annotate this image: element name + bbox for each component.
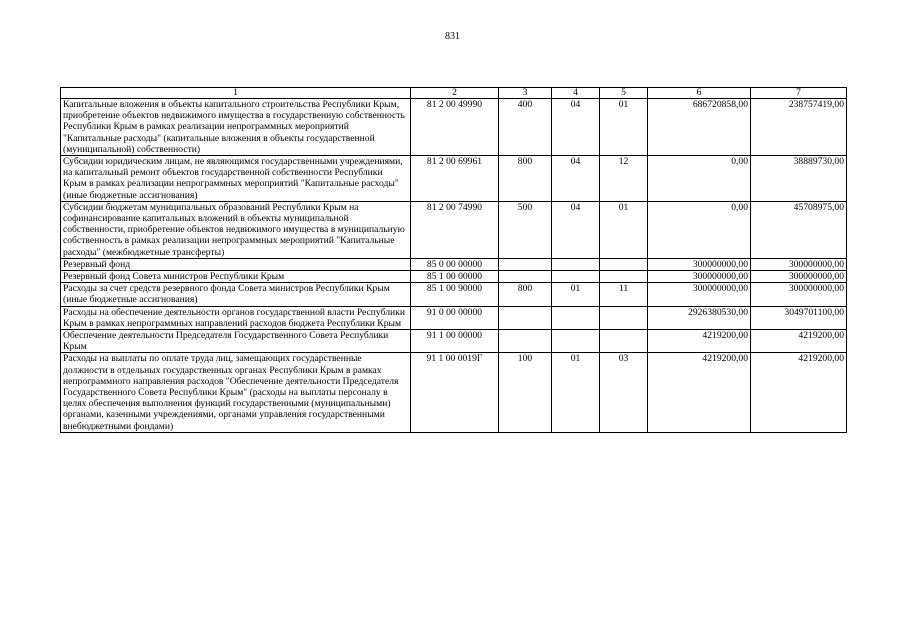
row-c3: 400	[499, 99, 552, 156]
row-c6: 300000000,00	[648, 283, 751, 306]
row-c7: 45708975,00	[751, 201, 847, 258]
row-c5	[600, 330, 648, 353]
row-c3	[499, 258, 552, 270]
column-number-row	[61, 88, 847, 99]
row-c4	[552, 271, 600, 283]
row-c5: 11	[600, 283, 648, 306]
page-number: 831	[445, 31, 460, 42]
row-name: Субсидии юридическим лицам, не являющимся государственными учреждениями, на капитальный ремонт объектов государственной собственности Республики Крым в рамках реализации непрограммных мероприятий "Капитальные расходы" (иные бюджетные ассигнования)	[61, 156, 411, 202]
row-name: Расходы на обеспечение деятельности органов государственной власти Республики Крым в рамках непрограммных направлений расходов бюджета Республики Крым	[61, 306, 411, 329]
row-c7: 38889730,00	[751, 156, 847, 202]
table-row	[61, 353, 847, 432]
table-row	[61, 283, 847, 306]
row-c4: 01	[552, 283, 600, 306]
table-row	[61, 156, 847, 202]
row-name: Резервный фонд	[61, 258, 411, 270]
table-row	[61, 330, 847, 353]
budget-table	[60, 87, 847, 433]
column-header: 1	[61, 88, 411, 99]
row-c4: 04	[552, 99, 600, 156]
table-row	[61, 271, 847, 283]
row-c4: 04	[552, 201, 600, 258]
column-header: 6	[648, 88, 751, 99]
row-c3	[499, 271, 552, 283]
row-c5: 01	[600, 99, 648, 156]
row-c7: 4219200,00	[751, 330, 847, 353]
table-row	[61, 99, 847, 156]
row-c7: 238757419,00	[751, 99, 847, 156]
row-code: 85 0 00 00000	[411, 258, 499, 270]
row-c6: 4219200,00	[648, 353, 751, 432]
table-row	[61, 306, 847, 329]
row-c3	[499, 330, 552, 353]
table-row	[61, 258, 847, 270]
row-name: Обеспечение деятельности Председателя Государственного Совета Республики Крым	[61, 330, 411, 353]
row-code: 81 2 00 74990	[411, 201, 499, 258]
row-name: Резервный фонд Совета министров Республики Крым	[61, 271, 411, 283]
column-header: 7	[751, 88, 847, 99]
row-c6: 4219200,00	[648, 330, 751, 353]
row-code: 91 1 00 00000	[411, 330, 499, 353]
row-code: 85 1 00 00000	[411, 271, 499, 283]
row-c5	[600, 306, 648, 329]
row-c5: 03	[600, 353, 648, 432]
row-c7: 3049701100,00	[751, 306, 847, 329]
row-c5	[600, 258, 648, 270]
row-c4: 04	[552, 156, 600, 202]
row-c7: 4219200,00	[751, 353, 847, 432]
column-header: 5	[600, 88, 648, 99]
row-c4: 01	[552, 353, 600, 432]
row-c4	[552, 258, 600, 270]
row-c6: 686720858,00	[648, 99, 751, 156]
column-header: 3	[499, 88, 552, 99]
row-name: Расходы за счет средств резервного фонда Совета министров Республики Крым (иные бюджетные ассигнования)	[61, 283, 411, 306]
row-c5: 01	[600, 201, 648, 258]
column-header: 4	[552, 88, 600, 99]
column-header: 2	[411, 88, 499, 99]
row-c3: 800	[499, 283, 552, 306]
row-c5	[600, 271, 648, 283]
row-name: Расходы на выплаты по оплате труда лиц, замещающих государственные должности в отдельных государственных органах Республики Крым в рамках непрограммного направления расходов "Обеспечение деятельности Председателя Государственного Совета Республики Крым" (расходы на выплаты персоналу в целях обеспечения выполнения функций государственными (муниципальными) органами, казенными учреждениями, органами управления государственными внебюджетными фондами)	[61, 353, 411, 432]
row-code: 81 2 00 69961	[411, 156, 499, 202]
row-code: 91 1 00 0019Г	[411, 353, 499, 432]
row-code: 85 1 00 90000	[411, 283, 499, 306]
row-name: Субсидии бюджетам муниципальных образований Республики Крым на софинансирование капитальных вложений в объекты муниципальной собственности, приобретение объектов недвижимого имущества в муниципальную собственность в рамках реализации непрограммных мероприятий "Капитальные расходы" (межбюджетные трансферты)	[61, 201, 411, 258]
row-c4	[552, 330, 600, 353]
row-c6: 0,00	[648, 201, 751, 258]
row-c7: 300000000,00	[751, 283, 847, 306]
row-c6: 300000000,00	[648, 258, 751, 270]
table-row	[61, 201, 847, 258]
row-c3: 500	[499, 201, 552, 258]
row-c3: 800	[499, 156, 552, 202]
row-name: Капитальные вложения в объекты капитального строительства Республики Крым, приобретение объектов недвижимого имущества в государственную собственность Республики Крым в рамках реализации непрограммных мероприятий "Капитальные расходы" (капитальные вложения в объекты государственной (муниципальной) собственности)	[61, 99, 411, 156]
row-c5: 12	[600, 156, 648, 202]
row-c7: 300000000,00	[751, 258, 847, 270]
row-c3	[499, 306, 552, 329]
row-c6: 300000000,00	[648, 271, 751, 283]
row-c3: 100	[499, 353, 552, 432]
row-code: 91 0 00 00000	[411, 306, 499, 329]
row-c6: 0,00	[648, 156, 751, 202]
row-c6: 2926380530,00	[648, 306, 751, 329]
row-code: 81 2 00 49990	[411, 99, 499, 156]
row-c4	[552, 306, 600, 329]
row-c7: 300000000,00	[751, 271, 847, 283]
